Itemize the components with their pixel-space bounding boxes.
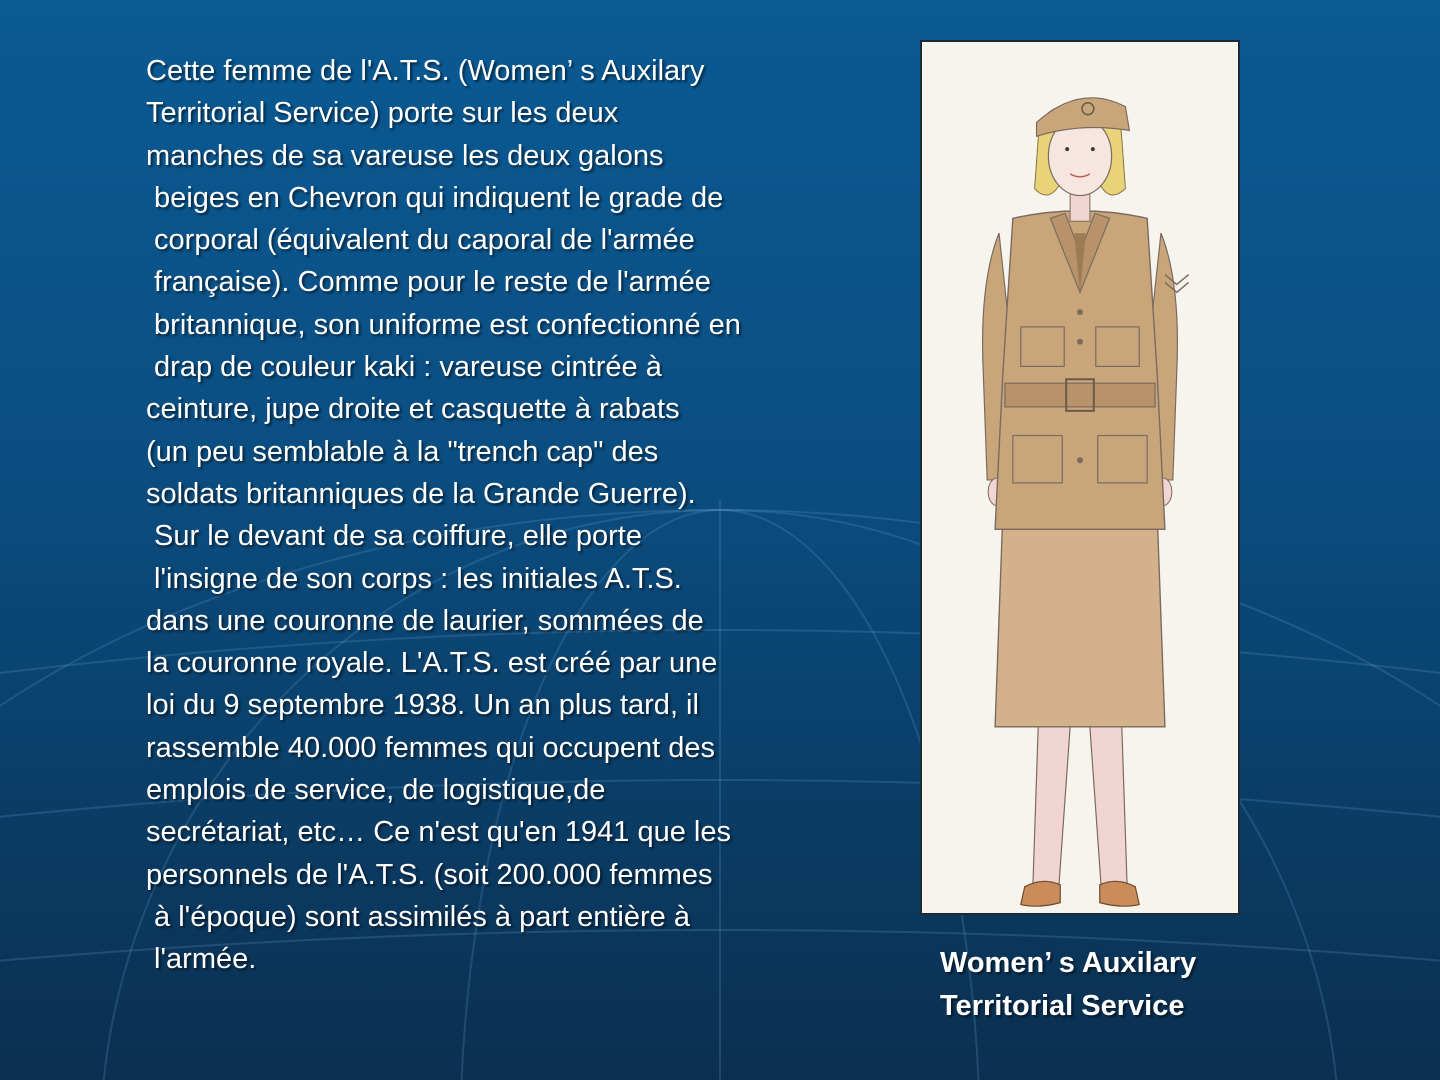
text-line: à l'époque) sont assimilés à part entière à (146, 900, 690, 933)
text-line: (un peu semblable à la "trench cap" des (146, 435, 659, 468)
illustration-caption (940, 942, 1420, 1028)
text-line: loi du 9 septembre 1938. Un an plus tard, il (146, 689, 699, 722)
text-line: française). Comme pour le reste de l'armée (146, 266, 711, 299)
text-line: beiges en Chevron qui indiquent le grade de (146, 181, 724, 214)
text-line: l'armée. (146, 943, 257, 976)
caption-line-2: Territorial Service (940, 990, 1185, 1022)
text-line: la couronne royale. L'A.T.S. est créé par une (146, 647, 718, 680)
text-line: corporal (équivalent du caporal de l'armée (146, 224, 695, 257)
text-line: britannique, son uniforme est confectionné en (146, 308, 741, 341)
text-line: emplois de service, de logistique,de (146, 774, 606, 807)
text-line: Territorial Service) porte sur les deux (146, 97, 619, 130)
uniform-illustration-frame (920, 40, 1240, 915)
text-line: ceinture, jupe droite et casquette à rabats (146, 393, 680, 426)
text-line: Cette femme de l'A.T.S. (Women’ s Auxilary (146, 55, 705, 87)
text-line: Sur le devant de sa coiffure, elle porte (146, 520, 642, 553)
text-line: rassemble 40.000 femmes qui occupent des (146, 731, 716, 764)
text-line: dans une couronne de laurier, sommées de (146, 604, 704, 637)
text-line: personnels de l'A.T.S. (soit 200.000 femmes (146, 858, 713, 891)
description-text (146, 50, 846, 981)
text-line: secrétariat, etc… Ce n'est qu'en 1941 que les (146, 816, 731, 849)
caption-line-1: Women’ s Auxilary (940, 947, 1197, 979)
text-line: manches de sa vareuse les deux galons (146, 139, 664, 172)
text-line: l'insigne de son corps : les initiales A.T.S. (146, 562, 682, 595)
text-line: soldats britanniques de la Grande Guerre). (146, 477, 696, 510)
ats-uniform-illustration (922, 42, 1238, 913)
text-line: drap de couleur kaki : vareuse cintrée à (146, 351, 662, 384)
